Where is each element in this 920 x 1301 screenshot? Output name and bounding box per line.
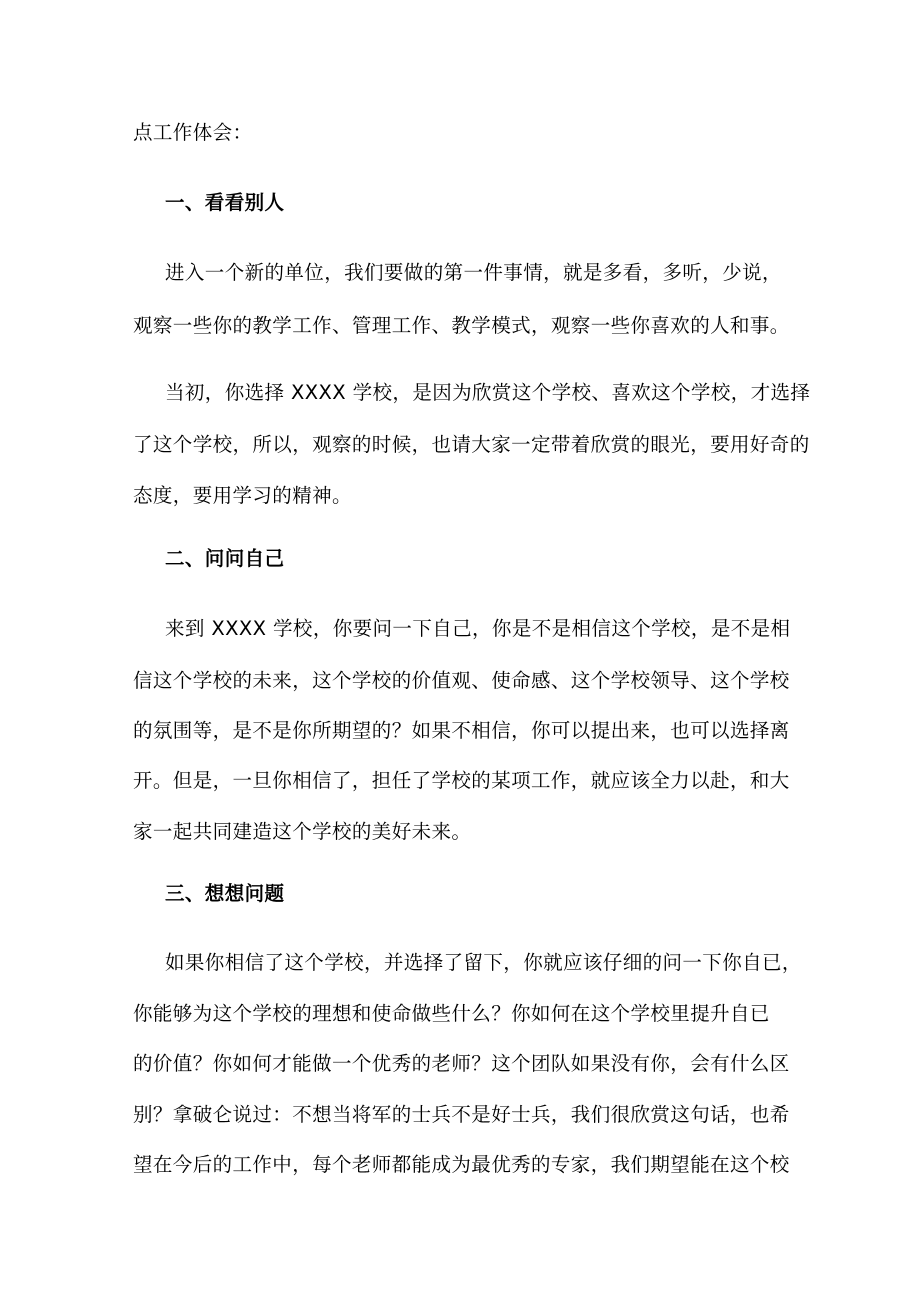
paragraph-line: 你能够为这个学校的理想和使命做些什么？你如何在这个学校里提升自已 [133, 1002, 770, 1025]
paragraph-line: 别？拿破仑说过：不想当将军的士兵不是好士兵，我们很欣赏这句话，也希 [133, 1103, 790, 1126]
paragraph-line: 态度，要用学习的精神。 [133, 484, 352, 507]
paragraph-line: 进入一个新的单位，我们要做的第一件事情，就是多看，多听，少说， [165, 261, 782, 284]
paragraph-line: 如果你相信了这个学校，并选择了留下，你就应该仔细的问一下你自已， [165, 951, 802, 974]
paragraph-line: 信这个学校的未来，这个学校的价值观、使命感、这个学校领导、这个学校 [133, 669, 790, 692]
paragraph-line: 来到 XXXX 学校，你要问一下自己，你是不是相信这个学校，是不是相 [165, 617, 791, 640]
paragraph-line: 观察一些你的教学工作、管理工作、教学模式，观察一些你喜欢的人和事。 [133, 314, 790, 337]
paragraph-line: 的价值？你如何才能做一个优秀的老师？这个团队如果没有你，会有什么区 [133, 1052, 790, 1075]
paragraph-line: 了这个学校，所以，观察的时候，也请大家一定带着欣赏的眼光，要用好奇的 [133, 433, 810, 456]
intro-line: 点工作体会： [133, 121, 253, 144]
section-1-heading: 一、看看别人 [165, 191, 285, 214]
paragraph-line: 当初，你选择 XXXX 学校，是因为欣赏这个学校、喜欢这个学校，才选择 [165, 381, 811, 404]
paragraph-line: 家一起共同建造这个学校的美好未来。 [133, 820, 472, 843]
paragraph-line: 望在今后的工作中，每个老师都能成为最优秀的专家，我们期望能在这个校 [133, 1153, 790, 1176]
paragraph-line: 的氛围等，是不是你所期望的？如果不相信，你可以提出来，也可以选择离 [133, 719, 790, 742]
paragraph-line: 开。但是，一旦你相信了，担任了学校的某项工作，就应该全力以赴，和大 [133, 769, 790, 792]
section-2-heading: 二、问问自己 [165, 547, 285, 570]
section-3-heading: 三、想想问题 [165, 882, 285, 905]
